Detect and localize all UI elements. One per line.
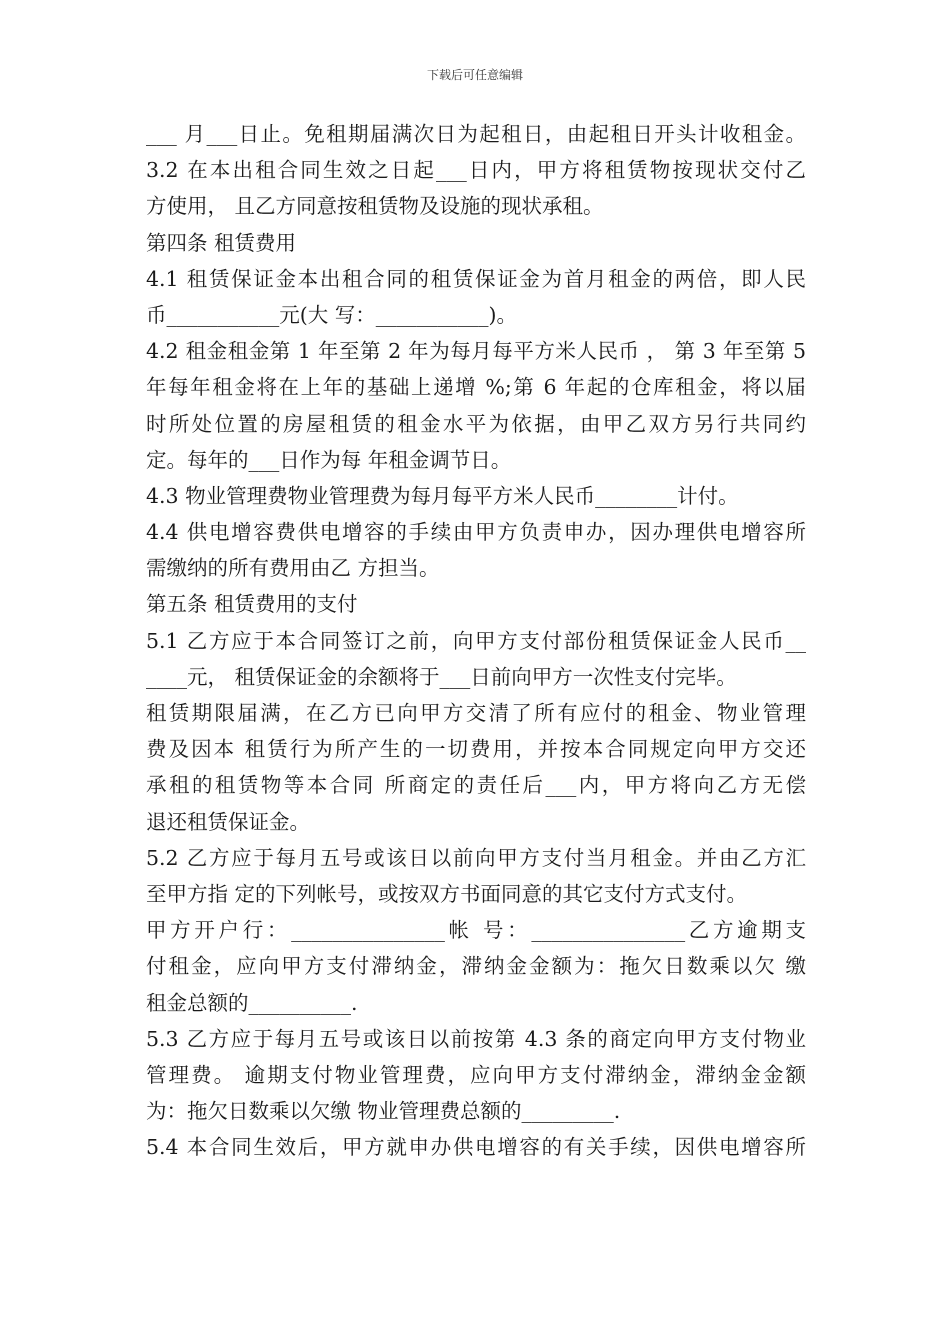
text-line: 甲方开户行：_______________帐 号：_______________乙方逾期支	[146, 918, 806, 943]
text-line: 需缴纳的所有费用由乙 方担当。	[146, 556, 440, 581]
text-line: 管理费。 逾期支付物业管理费，应向甲方支付滞纳金，滞纳金金额	[146, 1062, 806, 1087]
text-line: 至甲方指 定的下列帐号，或按双方书面同意的其它支付方式支付。	[146, 881, 748, 906]
section-heading: 第五条 租赁费用的支付	[146, 592, 358, 617]
text-line: 租金总额的__________.	[146, 990, 358, 1015]
text-line: 费及因本 租赁行为所产生的一切费用，并按本合同规定向甲方交还	[146, 737, 806, 762]
text-line: 3.2 在本出租合同生效之日起___日内，甲方将租赁物按现状交付乙	[146, 158, 806, 183]
text-line: 承租的租赁物等本合同 所商定的责任后___内，甲方将向乙方无偿	[146, 773, 806, 798]
text-line: 5.1 乙方应于本合同签订之前，向甲方支付部份租赁保证金人民币__	[146, 628, 806, 653]
section-heading: 第四条 租赁费用	[146, 230, 297, 255]
page-header: 下载后可任意编辑	[426, 68, 523, 82]
text-line: 5.3 乙方应于每月五号或该日以前按第 4.3 条的商定向甲方支付物业	[146, 1026, 806, 1051]
text-line: 方使用， 且乙方同意按租赁物及设施的现状承租。	[146, 194, 604, 219]
text-line: 币___________元(大 写：___________)。	[146, 302, 518, 327]
text-line: 5.2 乙方应于每月五号或该日以前向甲方支付当月租金。并由乙方汇	[146, 845, 806, 870]
text-line: 年每年租金将在上年的基础上递增 %;第 6 年起的仓库租金，将以届	[146, 375, 806, 400]
text-line: 租赁期限届满，在乙方已向甲方交清了所有应付的租金、物业管理	[146, 701, 806, 725]
text-line: 4.3 物业管理费物业管理费为每月每平方米人民币________计付。	[146, 483, 739, 508]
text-line: 4.4 供电增容费供电增容的手续由甲方负责申办，因办理供电增容所	[146, 520, 806, 545]
text-line: 4.1 租赁保证金本出租合同的租赁保证金为首月租金的两倍，即人民	[146, 266, 806, 291]
text-line: 时所处位置的房屋租赁的租金水平为依据，由甲乙双方另行共同约	[146, 411, 806, 436]
document-body	[146, 116, 806, 1165]
text-line: ____元， 租赁保证金的余额将于___日前向甲方一次性支付完毕。	[146, 664, 737, 689]
text-line: ___ 月___日止。免租期届满次日为起租日，由起租日开头计收租金。	[146, 122, 806, 146]
text-line: 付租金，应向甲方支付滞纳金，滞纳金金额为：拖欠日数乘以欠 缴	[146, 954, 806, 979]
text-line: 4.2 租金租金第 1 年至第 2 年为每月每平方米人民币 ， 第 3 年至第 5	[146, 339, 806, 364]
text-line: 退还租赁保证金。	[146, 809, 310, 834]
text-line: 定。每年的___日作为每 年租金调节日。	[146, 447, 512, 472]
text-line: 5.4 本合同生效后，甲方就申办供电增容的有关手续，因供电增容所	[146, 1135, 806, 1160]
text-line: 为：拖欠日数乘以欠缴 物业管理费总额的_________.	[146, 1099, 621, 1124]
